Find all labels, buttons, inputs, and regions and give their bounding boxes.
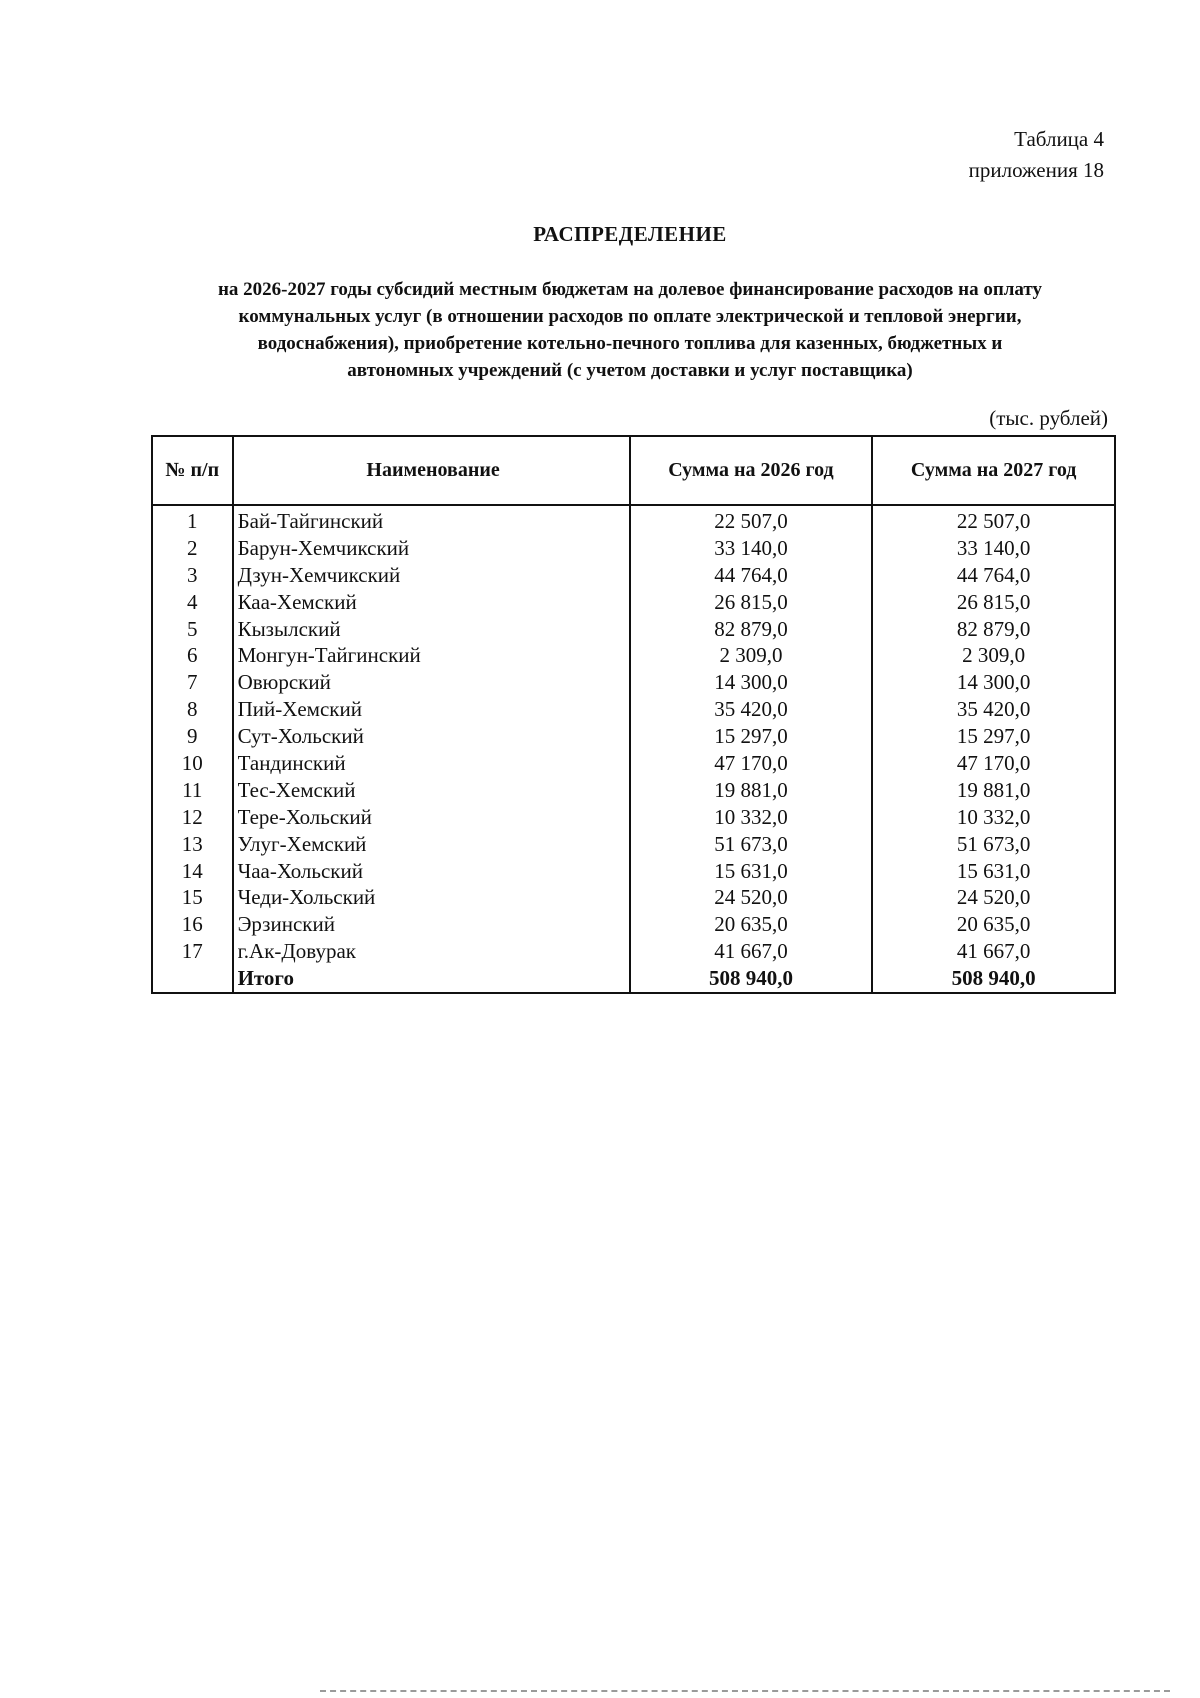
row-sum-2027-cell: 14 300,0 (872, 669, 1115, 696)
row-name-cell: Барун-Хемчикский (233, 535, 630, 562)
subtitle-line: водоснабжения), приобретение котельно-печного топлива для казенных, бюджетных и (257, 333, 1003, 354)
row-sum-2027-cell: 47 170,0 (872, 750, 1115, 777)
row-number-cell: 12 (152, 804, 233, 831)
row-sum-2026-cell: 10 332,0 (630, 804, 873, 831)
row-number-cell: 15 (152, 884, 233, 911)
row-name-cell: Сут-Хольский (233, 723, 630, 750)
row-number-cell: 8 (152, 696, 233, 723)
row-number-cell: 11 (152, 777, 233, 804)
row-name-cell: Тес-Хемский (233, 777, 630, 804)
total-row (152, 965, 1115, 993)
table-row (152, 723, 1115, 750)
row-sum-2026-cell: 15 297,0 (630, 723, 873, 750)
table-row (152, 589, 1115, 616)
page-footer-divider (320, 1690, 1170, 1692)
row-sum-2026-cell: 14 300,0 (630, 669, 873, 696)
table-row (152, 938, 1115, 965)
total-number-cell (152, 965, 233, 993)
page-header (969, 124, 1104, 186)
row-sum-2027-cell: 15 631,0 (872, 858, 1115, 885)
table-row (152, 911, 1115, 938)
row-name-cell: Улуг-Хемский (233, 831, 630, 858)
row-name-cell: Эрзинский (233, 911, 630, 938)
row-number-cell: 1 (152, 505, 233, 535)
row-sum-2026-cell: 51 673,0 (630, 831, 873, 858)
row-name-cell: Овюрский (233, 669, 630, 696)
table-row (152, 750, 1115, 777)
column-header-sum-2026: Сумма на 2026 год (630, 436, 873, 505)
row-name-cell: Дзун-Хемчикский (233, 562, 630, 589)
row-sum-2026-cell: 15 631,0 (630, 858, 873, 885)
row-sum-2027-cell: 24 520,0 (872, 884, 1115, 911)
row-name-cell: Пий-Хемский (233, 696, 630, 723)
row-sum-2027-cell: 82 879,0 (872, 616, 1115, 643)
table-row (152, 696, 1115, 723)
subtitle-line: коммунальных услуг (в отношении расходов по оплате электрической и тепловой энергии, (238, 306, 1022, 327)
row-sum-2027-cell: 22 507,0 (872, 505, 1115, 535)
row-number-cell: 10 (152, 750, 233, 777)
table-row (152, 505, 1115, 535)
row-number-cell: 6 (152, 642, 233, 669)
document-subtitle (150, 276, 1110, 384)
row-sum-2026-cell: 20 635,0 (630, 911, 873, 938)
total-sum-2027-cell: 508 940,0 (872, 965, 1115, 993)
row-sum-2027-cell: 33 140,0 (872, 535, 1115, 562)
row-sum-2027-cell: 44 764,0 (872, 562, 1115, 589)
row-sum-2027-cell: 10 332,0 (872, 804, 1115, 831)
table-row (152, 535, 1115, 562)
row-number-cell: 14 (152, 858, 233, 885)
row-sum-2027-cell: 2 309,0 (872, 642, 1115, 669)
total-sum-2026-cell: 508 940,0 (630, 965, 873, 993)
row-sum-2027-cell: 51 673,0 (872, 831, 1115, 858)
distribution-table (151, 435, 1116, 994)
column-header-sum-2027: Сумма на 2027 год (872, 436, 1115, 505)
column-header-name: Наименование (233, 436, 630, 505)
row-sum-2026-cell: 47 170,0 (630, 750, 873, 777)
row-number-cell: 13 (152, 831, 233, 858)
total-label-cell: Итого (233, 965, 630, 993)
row-sum-2026-cell: 26 815,0 (630, 589, 873, 616)
row-name-cell: Тандинский (233, 750, 630, 777)
column-header-number: № п/п (152, 436, 233, 505)
row-name-cell: Чаа-Хольский (233, 858, 630, 885)
table-row (152, 669, 1115, 696)
row-sum-2027-cell: 26 815,0 (872, 589, 1115, 616)
row-number-cell: 17 (152, 938, 233, 965)
table-row (152, 777, 1115, 804)
row-name-cell: г.Ак-Довурак (233, 938, 630, 965)
row-sum-2026-cell: 33 140,0 (630, 535, 873, 562)
table-row (152, 884, 1115, 911)
row-number-cell: 4 (152, 589, 233, 616)
table-row (152, 831, 1115, 858)
row-name-cell: Тере-Хольский (233, 804, 630, 831)
row-number-cell: 9 (152, 723, 233, 750)
row-name-cell: Чеди-Хольский (233, 884, 630, 911)
row-name-cell: Монгун-Тайгинский (233, 642, 630, 669)
row-name-cell: Кызылский (233, 616, 630, 643)
table-row (152, 642, 1115, 669)
row-sum-2026-cell: 22 507,0 (630, 505, 873, 535)
row-number-cell: 16 (152, 911, 233, 938)
row-number-cell: 2 (152, 535, 233, 562)
row-number-cell: 7 (152, 669, 233, 696)
units-note: (тыс. рублей) (989, 406, 1108, 430)
appendix-reference: приложения 18 (968, 158, 1104, 182)
row-name-cell: Каа-Хемский (233, 589, 630, 616)
row-sum-2026-cell: 41 667,0 (630, 938, 873, 965)
table-header-row (152, 436, 1115, 505)
row-number-cell: 5 (152, 616, 233, 643)
row-sum-2026-cell: 19 881,0 (630, 777, 873, 804)
row-sum-2027-cell: 35 420,0 (872, 696, 1115, 723)
row-sum-2026-cell: 82 879,0 (630, 616, 873, 643)
row-name-cell: Бай-Тайгинский (233, 505, 630, 535)
table-body (152, 505, 1115, 993)
row-sum-2026-cell: 35 420,0 (630, 696, 873, 723)
document-title: РАСПРЕДЕЛЕНИЕ (533, 222, 727, 246)
row-sum-2027-cell: 20 635,0 (872, 911, 1115, 938)
table-row (152, 562, 1115, 589)
row-sum-2027-cell: 15 297,0 (872, 723, 1115, 750)
subtitle-line: автономных учреждений (с учетом доставки и услуг поставщика) (347, 360, 913, 381)
row-sum-2026-cell: 24 520,0 (630, 884, 873, 911)
row-sum-2027-cell: 19 881,0 (872, 777, 1115, 804)
table-row (152, 616, 1115, 643)
row-sum-2026-cell: 2 309,0 (630, 642, 873, 669)
row-sum-2027-cell: 41 667,0 (872, 938, 1115, 965)
table-number: Таблица 4 (1014, 127, 1104, 151)
table-row (152, 858, 1115, 885)
row-number-cell: 3 (152, 562, 233, 589)
table-row (152, 804, 1115, 831)
subtitle-line: на 2026-2027 годы субсидий местным бюджетам на долевое финансирование расходов на оплату (217, 279, 1043, 300)
row-sum-2026-cell: 44 764,0 (630, 562, 873, 589)
